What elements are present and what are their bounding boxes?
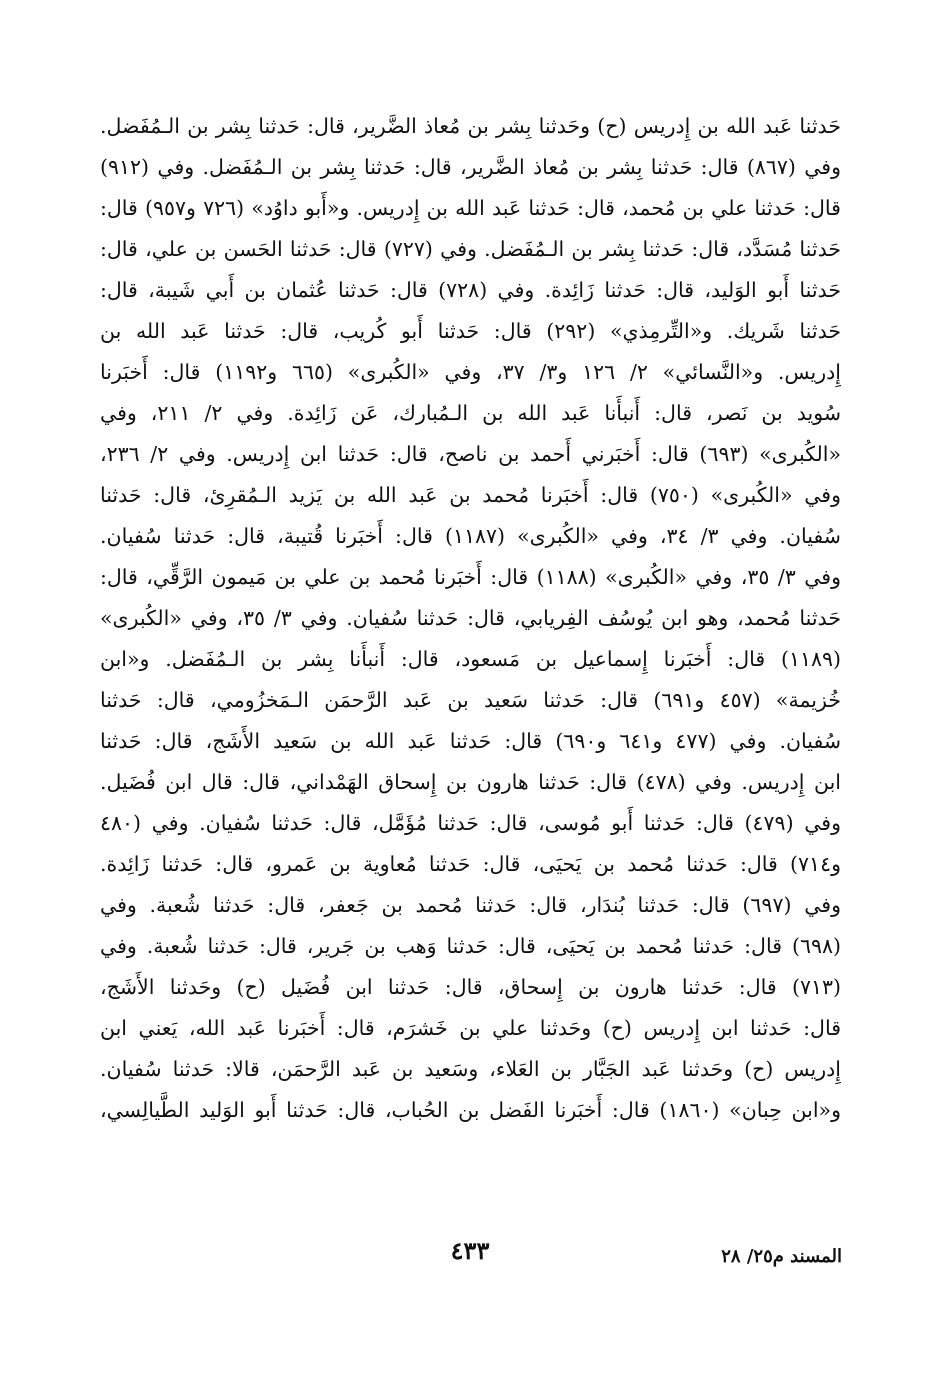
text-line: وفي (٦٩٧) قال: حَدثنا بُندَار، قال: حَدثنا مُحمد بن جَعفر، قال: حَدثنا شُعبة. وفي xyxy=(100,893,841,917)
text-line: وفي (٨٦٧) قال: حَدثنا بِشر بن مُعاذ الضَّرير، قال: حَدثنا بِشر بن الـمُفَضل. وفي (٩١٢) xyxy=(100,155,841,179)
text-line: وفي «الكُبرى» (٧٥٠) قال: أَخبَرنا مُحمد بن عَبد الله بن يَزيد الـمُقرِئ، قال: حَدثنا xyxy=(100,483,841,507)
text-line: حَدثنا شَريك. و«التِّرمِذي» (٢٩٢) قال: حَدثنا أَبو كُريب، قال: حَدثنا عَبد الله بن xyxy=(100,319,841,343)
text-line: و«ابن حِبان» (١٨٦٠) قال: أَخبَرنا الفَضل بن الحُباب، قال: حَدثنا أَبو الوَليد الطَّيالِسي، xyxy=(100,1098,841,1122)
text-line: سُويد بن نَصر، قال: أَنبأَنا عَبد الله بن الـمُبارك، عَن زَائِدة. وفي ٢/ ٢١١، وفي xyxy=(100,401,841,425)
text-line: حَدثنا مُحمد، وهو ابن يُوسُف الفِريابي، قال: حَدثنا سُفيان. وفي ٣/ ٣٥، وفي «الكُبرى» xyxy=(100,606,841,630)
body-text xyxy=(100,106,841,1131)
text-line: وفي (٤٧٩) قال: حَدثنا أَبو مُوسى، قال: حَدثنا مُؤَمَّل، قال: حَدثنا سُفيان. وفي (٤٨٠ xyxy=(100,811,841,835)
text-line: (٦٩٨) قال: حَدثنا مُحمد بن يَحيَى، قال: حَدثنا وَهب بن جَرير، قال: حَدثنا شُعبة. وفي xyxy=(100,934,841,958)
text-line: حَدثنا عَبد الله بن إِدريس (ح) وحَدثنا بِشر بن مُعاذ الضَّرير، قال: حَدثنا بِشر بن الـمُفَضل. xyxy=(100,114,841,138)
text-line: «الكُبرى» (٦٩٣) قال: أَخبَرني أَحمد بن ناصح، قال: حَدثنا ابن إِدريس. وفي ٢/ ٢٣٦، xyxy=(100,442,841,466)
text-line: حَدثنا أَبو الوَليد، قال: حَدثنا زَائِدة. وفي (٧٢٨) قال: حَدثنا عُثمان بن أَبي شَيبة، قال: xyxy=(100,278,841,302)
text-line: (١١٨٩) قال: أَخبَرنا إِسماعيل بن مَسعود، قال: أَنبأَنا بِشر بن الـمُفَضل. و«ابن xyxy=(100,647,841,671)
text-line: سُفيان. وفي (٤٧٧ و٦٤١ و٦٩٠) قال: حَدثنا عَبد الله بن سَعيد الأَشَج، قال: حَدثنا xyxy=(100,729,841,753)
text-line: ابن إِدريس. وفي (٤٧٨) قال: حَدثنا هارون بن إِسحاق الهَمْداني، قال: قال ابن فُضَيل. xyxy=(100,770,841,794)
page-number: ٤٣٣ xyxy=(450,1236,490,1265)
text-line: (٧١٣) قال: حَدثنا هارون بن إِسحاق، قال: حَدثنا ابن فُضَيل (ح) وحَدثنا الأَشَج، xyxy=(100,975,841,999)
text-line: و٧١٤) قال: حَدثنا مُحمد بن يَحيَى، قال: حَدثنا مُعاوية بن عَمرو، قال: حَدثنا زَائِدة. xyxy=(100,852,841,876)
text-line: حَدثنا مُسَدَّد، قال: حَدثنا بِشر بن الـمُفَضل. وفي (٧٢٧) قال: حَدثنا الحَسن بن علي، قال: xyxy=(100,237,841,261)
text-line: وفي ٣/ ٣٥، وفي «الكُبرى» (١١٨٨) قال: أَخبَرنا مُحمد بن علي بن مَيمون الرَّقِّي، قال: xyxy=(100,565,841,589)
text-line: قال: حَدثنا ابن إِدريس (ح) وحَدثنا علي بن خَشرَم، قال: أَخبَرنا عَبد الله، يَعني ابن xyxy=(100,1016,841,1040)
text-line: إِدريس (ح) وحَدثنا عَبد الجَبَّار بن العَلاء، وسَعيد بن عَبد الرَّحمَن، قالا: حَدثنا سُفيان. xyxy=(100,1057,841,1081)
text-line: قال: حَدثنا علي بن مُحمد، قال: حَدثنا عَبد الله بن إِدريس. و«أَبو داوُد» (٧٢٦ و٩٥٧) قال: xyxy=(100,196,841,220)
text-line: خُزيمة» (٤٥٧ و٦٩١) قال: حَدثنا سَعيد بن عَبد الرَّحمَن الـمَخزُومي، قال: حَدثنا xyxy=(100,688,841,712)
text-line: إِدريس. و«النَّسائي» ٢/ ١٢٦ و٣/ ٣٧، وفي «الكُبرى» (٦٦٥ و١١٩٢) قال: أَخبَرنا xyxy=(100,360,841,384)
text-line: سُفيان. وفي ٣/ ٣٤، وفي «الكُبرى» (١١٨٧) قال: أَخبَرنا قُتيبة، قال: حَدثنا سُفيان. xyxy=(100,524,841,548)
volume-signature: المسند م٢٥/ ٢٨ xyxy=(721,1246,842,1267)
